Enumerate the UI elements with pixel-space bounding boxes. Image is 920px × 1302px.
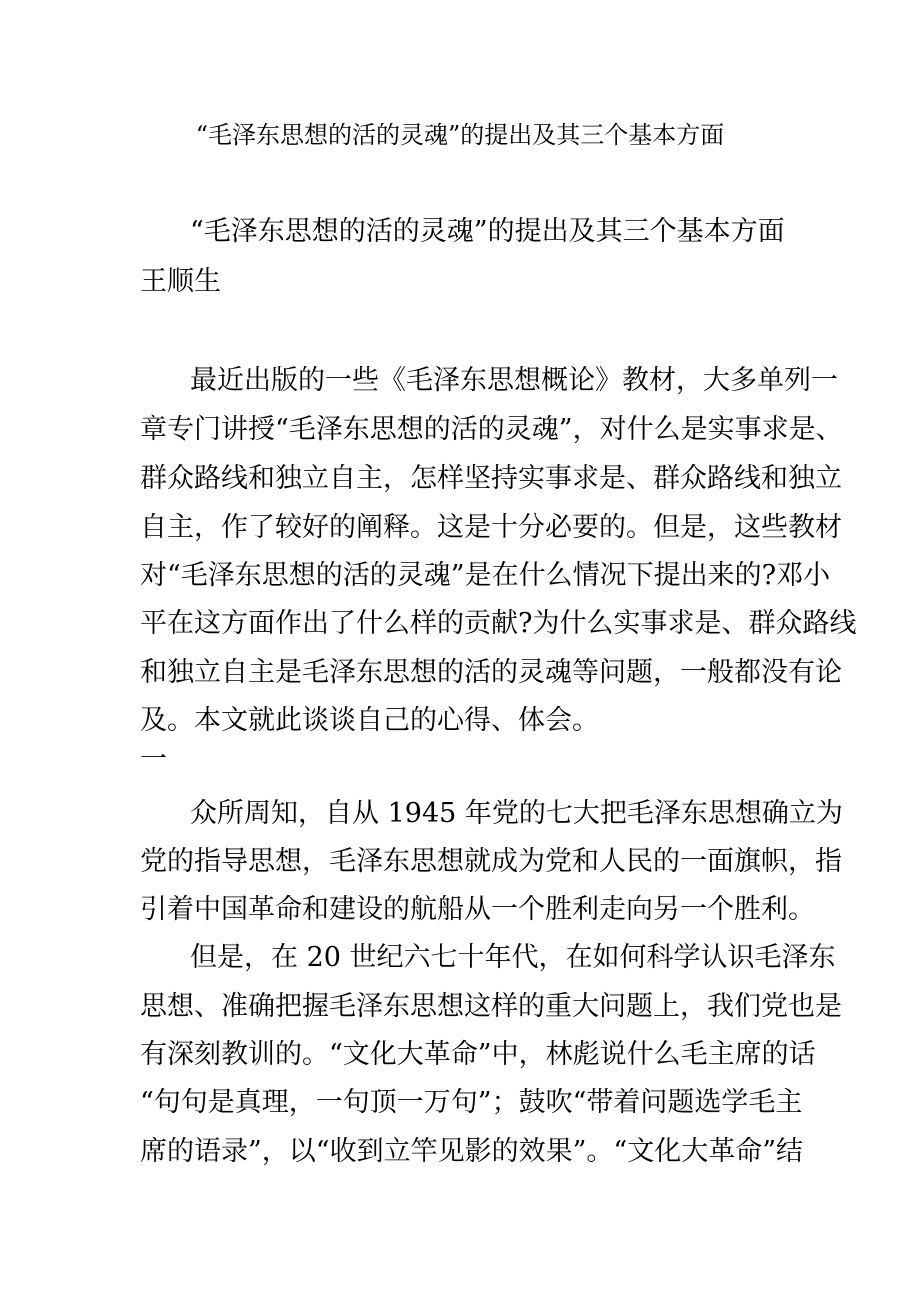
paragraph-1-line-2: 章专门讲授“毛泽东思想的活的灵魂”，对什么是实事求是、: [140, 414, 843, 445]
paragraph-2-line-1: 众所周知，自从 1945 年党的七大把毛泽东思想确立为: [190, 798, 843, 829]
article-title: “毛泽东思想的活的灵魂”的提出及其三个基本方面: [190, 216, 785, 247]
paragraph-2-line-2: 党的指导思想，毛泽东思想就成为党和人民的一面旗帜，指: [140, 846, 842, 877]
paragraph-1-line-4: 自主，作了较好的阐释。这是十分必要的。但是，这些教材: [140, 512, 842, 543]
paragraph-1-line-7: 和独立自主是毛泽东思想的活的灵魂等问题，一般都没有论: [140, 657, 842, 688]
paragraph-1-line-5: 对“毛泽东思想的活的灵魂”是在什么情况下提出来的?邓小: [140, 560, 831, 591]
paragraph-3-line-4: “句句是真理，一句顶一万句”；鼓吹“带着问题选学毛主: [140, 1087, 803, 1118]
paragraph-3-line-1: 但是，在 20 世纪六七十年代，在如何科学认识毛泽东: [190, 942, 836, 973]
paragraph-1-line-8: 及。本文就此谈谈自己的心得、体会。: [140, 705, 599, 736]
page-title: “毛泽东思想的活的灵魂”的提出及其三个基本方面: [195, 121, 725, 149]
paragraph-1-line-3: 群众路线和独立自主，怎样坚持实事求是、群众路线和独立: [140, 463, 842, 494]
author-name: 王顺生: [140, 266, 221, 297]
paragraph-3-line-2: 思想、准确把握毛泽东思想这样的重大问题上，我们党也是: [140, 991, 842, 1022]
paragraph-1-line-1: 最近出版的一些《毛泽东思想概论》教材，大多单列一: [190, 365, 838, 396]
paragraph-3-line-5: 席的语录”，以“收到立竿见影的效果”。“文化大革命”结: [140, 1136, 804, 1167]
paragraph-3-line-3: 有深刻教训的。“文化大革命”中，林彪说什么毛主席的话: [140, 1039, 816, 1070]
paragraph-2-line-3: 引着中国革命和建设的航船从一个胜利走向另一个胜利。: [140, 894, 815, 925]
paragraph-1-line-6: 平在这方面作出了什么样的贡献?为什么实事求是、群众路线: [140, 608, 857, 639]
section-marker: 一: [140, 744, 167, 775]
